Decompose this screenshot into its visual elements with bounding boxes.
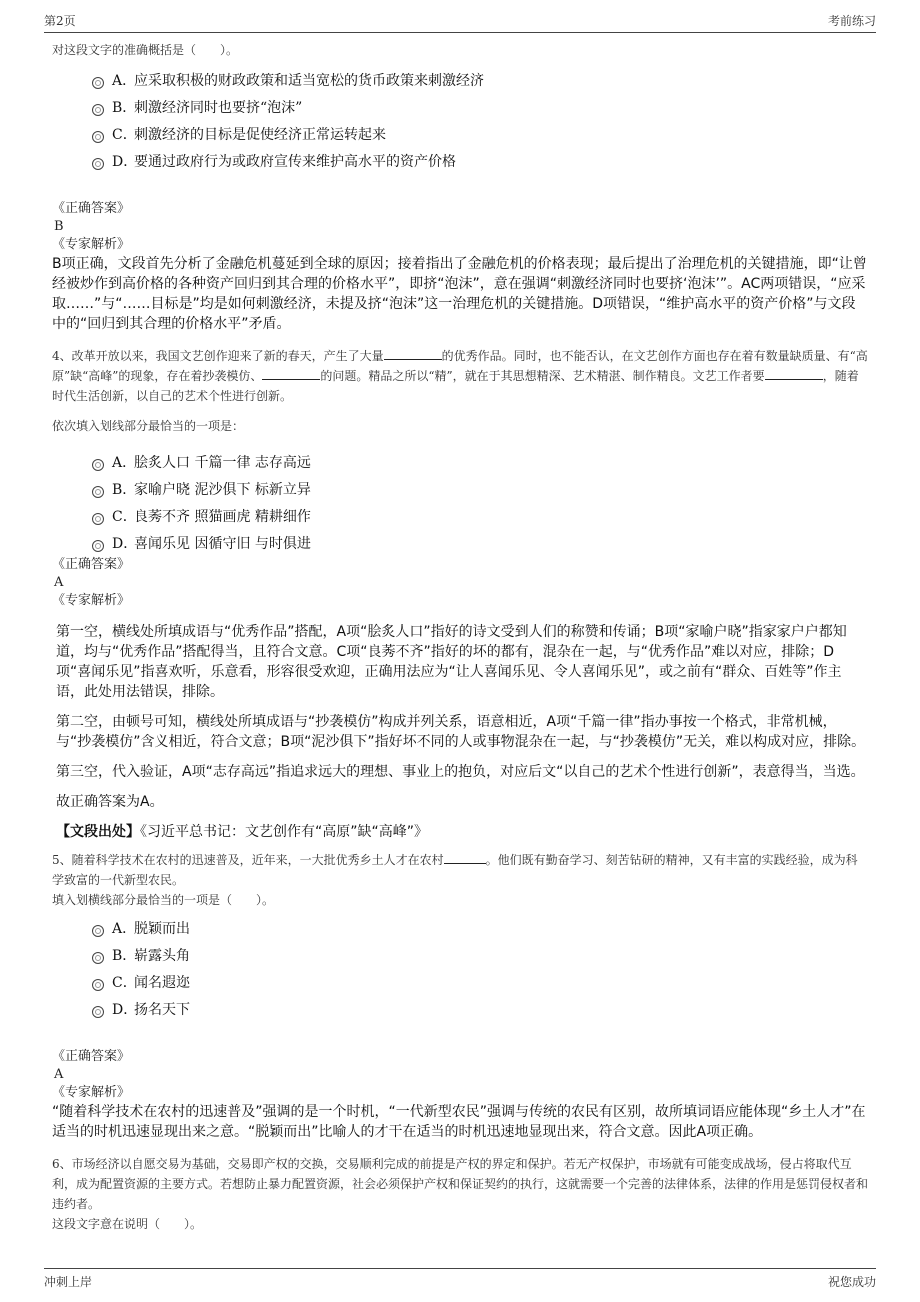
blank-1 bbox=[384, 347, 442, 360]
q5-option-d[interactable]: D． 扬名天下 bbox=[92, 995, 868, 1022]
q3-analysis-label: 《专家解析》 bbox=[52, 237, 131, 252]
radio-icon[interactable] bbox=[92, 979, 104, 991]
q3-stem: 对这段文字的准确概括是（ ）。 bbox=[52, 43, 239, 57]
q4-stem: 4、改革开放以来，我国文艺创作迎来了新的春天，产生了大量 的优秀作品。同时，也不能否认，在文艺创作方面也存在着有数量缺质量、有“高原”缺“高峰”的现象，存在着抄袭模仿、 的问题。精品之所以“精”，就在于其思想精深、艺术精湛、制作精良。文艺工作者要 ，随着时代生活创新，以自己的艺术个性进行创新。 bbox=[52, 349, 868, 403]
q5-option-c[interactable]: C． 闻名遐迩 bbox=[92, 968, 868, 995]
blank-3 bbox=[765, 367, 823, 380]
q4-analysis-label: 《专家解析》 bbox=[52, 593, 131, 608]
radio-icon[interactable] bbox=[92, 540, 104, 552]
q4-analysis-para-1: 第一空，横线处所填成语与“优秀作品”搭配，A项“脍炙人口”指好的诗文受到人们的称赞和传诵；B项“家喻户晓”指家家户户都知道，均与“优秀作品”搭配得当，且符合文意。C项“良莠不齐”指好的坏的都有，混杂在一起，与“优秀作品”难以对应，排除；D项“喜闻乐见”指喜欢听，乐意看，形容很受欢迎，正确用法应为“让人喜闻乐见、令人喜闻乐见”，或之前有“群众、百姓等”作主语，此处用法错误，排除。 bbox=[56, 624, 847, 700]
radio-icon[interactable] bbox=[92, 104, 104, 116]
q4-analysis-para-3: 第三空，代入验证，A项“志存高远”指追求远大的理想、事业上的抱负，对应后文“以自己的艺术个性进行创新”，表意得当，当选。 bbox=[56, 764, 865, 780]
q4-analysis-para-2: 第二空，由顿号可知，横线处所填成语与“抄袭模仿”构成并列关系，语意相近，A项“千篇一律”指办事按一个格式，非常机械，与“抄袭模仿”含义相近，符合文意；B项“泥沙俱下”指好坏不同的人或事物混杂在一起，与“抄袭模仿”无关，难以构成对应，排除。 bbox=[56, 714, 866, 750]
q4-option-c[interactable]: C． 良莠不齐 照猫画虎 精耕细作 bbox=[92, 502, 868, 529]
q4-option-b[interactable]: B． 家喻户晓 泥沙俱下 标新立异 bbox=[92, 475, 868, 502]
q3-answer-label: 《正确答案》 bbox=[52, 201, 131, 216]
footer-left: 冲刺上岸 bbox=[44, 1275, 93, 1289]
q3-option-c[interactable]: C． 刺激经济的目标是促使经济正常运转起来 bbox=[92, 120, 868, 147]
q4-prompt: 依次填入划线部分最恰当的一项是： bbox=[52, 419, 245, 433]
radio-icon[interactable] bbox=[92, 131, 104, 143]
q6-stem: 6、市场经济以自愿交易为基础，交易即产权的交换，交易顺利完成的前提是产权的界定和保护。若无产权保护，市场就有可能变成战场，侵占将取代互利，成为配置资源的主要方式。若想防止暴力配置资源，社会必须保护产权和保证契约的执行，这就需要一个完善的法律体系，法律的作用是惩罚侵权者和违约者。 bbox=[52, 1157, 869, 1211]
blank-1 bbox=[444, 851, 486, 864]
q4-option-a[interactable]: A． 脍炙人口 千篇一律 志存高远 bbox=[92, 448, 868, 475]
page-number: 第2页 bbox=[44, 14, 76, 28]
q6-prompt: 这段文字意在说明（ ）。 bbox=[52, 1217, 203, 1231]
q4-analysis-para-4: 故正确答案为A。 bbox=[56, 794, 164, 810]
radio-icon[interactable] bbox=[92, 459, 104, 471]
q5-analysis-label: 《专家解析》 bbox=[52, 1085, 131, 1100]
q5-option-a[interactable]: A． 脱颖而出 bbox=[92, 914, 868, 941]
page-content bbox=[52, 40, 868, 1234]
q5-stem: 5、随着科学技术在农村的迅速普及，近年来，一大批优秀乡土人才在农村 。他们既有勤奋学习、刻苦钻研的精神，又有丰富的实践经验，成为科学致富的一代新型农民。 bbox=[52, 853, 858, 887]
q3-answer: B bbox=[54, 219, 64, 234]
q4-answer: A bbox=[54, 575, 64, 590]
q5-options bbox=[92, 914, 868, 1022]
blank-2 bbox=[262, 367, 320, 380]
q5-analysis: “随着科学技术在农村的迅速普及”强调的是一个时机，“一代新型农民”强调与传统的农民有区别，故所填词语应能体现“乡土人才”在适当的时机迅速显现出来之意。“脱颖而出”比喻人的才干在适当的时机迅速地显现出来，符合文意。因此A项正确。 bbox=[52, 1104, 866, 1140]
q3-option-a[interactable]: A． 应采取积极的财政政策和适当宽松的货币政策来刺激经济 bbox=[92, 66, 868, 93]
q4-option-d[interactable]: D． 喜闻乐见 因循守旧 与时俱进 bbox=[92, 529, 868, 556]
q5-option-b[interactable]: B． 崭露头角 bbox=[92, 941, 868, 968]
footer-right: 祝您成功 bbox=[827, 1275, 876, 1289]
header-title: 考前练习 bbox=[827, 14, 876, 28]
q4-options bbox=[92, 448, 868, 556]
radio-icon[interactable] bbox=[92, 925, 104, 937]
page-header bbox=[44, 12, 876, 33]
q3-option-b[interactable]: B． 刺激经济同时也要挤“泡沫” bbox=[92, 93, 868, 120]
q5-answer-label: 《正确答案》 bbox=[52, 1049, 131, 1064]
radio-icon[interactable] bbox=[92, 952, 104, 964]
q5-answer: A bbox=[54, 1067, 64, 1082]
q4-answer-label: 《正确答案》 bbox=[52, 557, 131, 572]
radio-icon[interactable] bbox=[92, 1006, 104, 1018]
q3-analysis: B项正确，文段首先分析了金融危机蔓延到全球的原因；接着指出了金融危机的价格表现；最后提出了治理危机的关键措施，即“让曾经被炒作到高价格的各种资产回归到其合理的价格水平”，即挤“泡沫”，意在强调“刺激经济同时也要挤‘泡沫’”。AC两项错误，“应采取……”与“……目标是”均是如何刺激经济，未提及挤“泡沫”这一治理危机的关键措施。D项错误，“维护高水平的资产价格”与文段中的“回归到其合理的价格水平”矛盾。 bbox=[52, 256, 867, 332]
q3-options bbox=[92, 66, 868, 174]
page-footer bbox=[44, 1268, 876, 1291]
radio-icon[interactable] bbox=[92, 77, 104, 89]
q4-source: 【文段出处】《习近平总书记：文艺创作有“高原”缺“高峰”》 bbox=[56, 824, 429, 840]
q3-option-d[interactable]: D． 要通过政府行为或政府宣传来维护高水平的资产价格 bbox=[92, 147, 868, 174]
radio-icon[interactable] bbox=[92, 513, 104, 525]
q5-prompt: 填入划横线部分最恰当的一项是（ ）。 bbox=[52, 893, 275, 907]
radio-icon[interactable] bbox=[92, 158, 104, 170]
radio-icon[interactable] bbox=[92, 486, 104, 498]
